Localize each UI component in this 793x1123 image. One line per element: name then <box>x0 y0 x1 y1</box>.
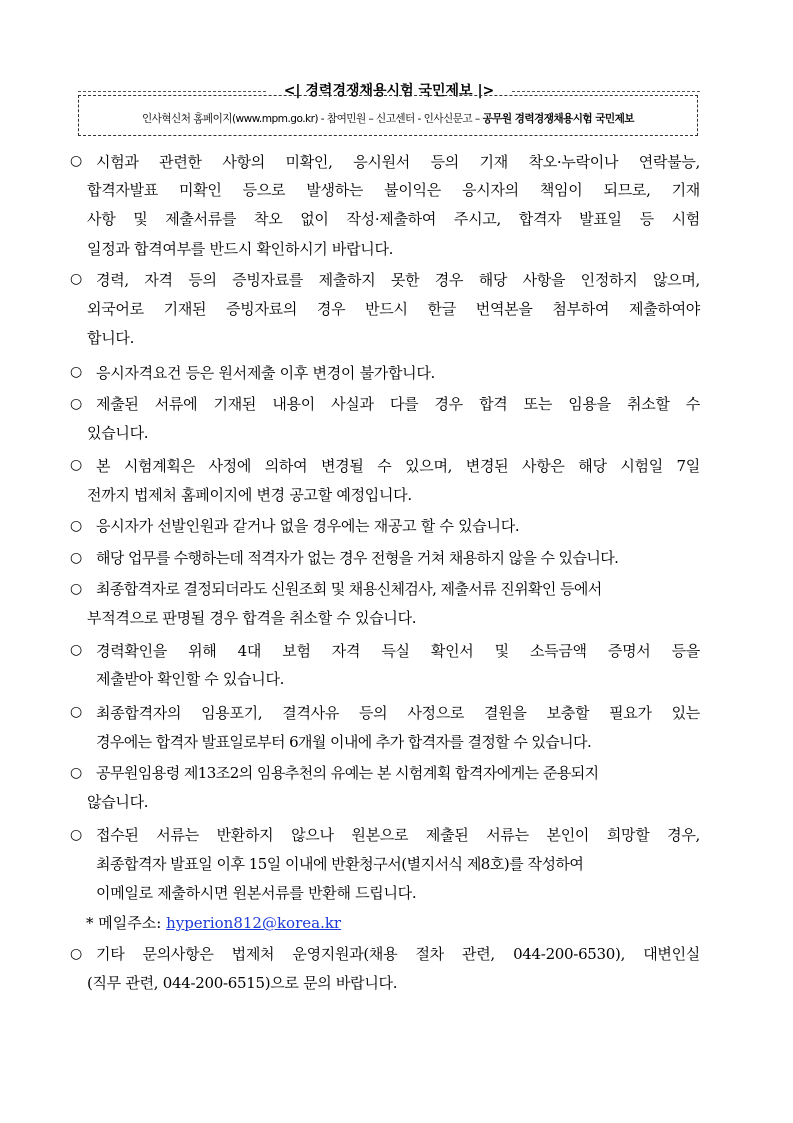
notice-line: 외국어로 기재된 증빙자료의 경우 반드시 한글 번역본을 첨부하여 제출하여야 <box>87 300 701 318</box>
notice-line: 기타 문의사항은 법제처 운영지원과(채용 절차 관련, 044-200-6530), 대변인실 <box>96 945 700 963</box>
report-path-destination: 공무원 경력경쟁채용시험 국민제보 <box>482 113 634 125</box>
notice-line: 합격자발표 미확인 등으로 발생하는 불이익은 응시자의 책임이 되므로, 기재 <box>87 181 700 199</box>
notice-line: 공무원임용령 제13조2의 임용추천의 유예는 본 시험계획 합격자에게는 준용되지 <box>96 764 599 782</box>
notice-line: 해당 업무를 수행하는데 적격자가 없는 경우 전형을 거쳐 채용하지 않을 수 있습니다. <box>96 549 619 567</box>
email-label: * 메일주소: <box>86 914 167 932</box>
notice-line: 사항 및 제출서류를 착오 없이 작성·제출하여 주시고, 합격자 발표일 등 시험 <box>87 210 700 228</box>
notice-line: 응시자격요건 등은 원서제출 이후 변경이 불가합니다. <box>96 364 435 382</box>
notice-line: 합니다. <box>87 329 135 347</box>
report-path-prefix: 인사혁신처 홈페이지(www.mpm.go.kr) - 참여민원 – 신고센터 - 인사신문고 – <box>142 113 483 125</box>
notice-line: 시험과 관련한 사항의 미확인, 응시원서 등의 기재 착오·누락이나 연락불능, <box>96 153 700 171</box>
bullet-circle-icon: ○ <box>70 550 83 566</box>
bullet-circle-icon: ○ <box>70 765 83 781</box>
bullet-circle-icon: ○ <box>70 581 83 597</box>
bullet-circle-icon: ○ <box>70 271 83 287</box>
bullet-circle-icon: ○ <box>70 642 83 658</box>
bullet-circle-icon: ○ <box>70 364 83 380</box>
bullet-circle-icon: ○ <box>70 827 83 843</box>
bullet-circle-icon: ○ <box>70 396 83 412</box>
bullet-circle-icon: ○ <box>70 518 83 534</box>
notice-line: 본 시험계획은 사정에 의하여 변경될 수 있으며, 변경된 사항은 해당 시험일 7일 <box>96 457 700 475</box>
bullet-circle-icon: ○ <box>70 153 83 169</box>
bullet-circle-icon: ○ <box>70 704 83 720</box>
notice-line: 제출받아 확인할 수 있습니다. <box>96 670 285 688</box>
notice-line: 제출된 서류에 기재된 내용이 사실과 다를 경우 합격 또는 임용을 취소할 수 <box>96 395 700 413</box>
bullet-circle-icon: ○ <box>70 457 83 473</box>
notice-line: (직무 관련, 044-200-6515)으로 문의 바랍니다. <box>87 974 398 992</box>
notice-line: 이메일로 제출하시면 원본서류를 반환해 드립니다. <box>96 884 417 902</box>
notice-line: 않습니다. <box>87 793 149 811</box>
notice-line: 경력확인을 위해 4대 보험 자격 득실 확인서 및 소득금액 증명서 등을 <box>96 642 700 660</box>
notice-line: 응시자가 선발인원과 같거나 없을 경우에는 재공고 할 수 있습니다. <box>96 517 520 535</box>
notice-line: 일정과 합격여부를 반드시 확인하시기 바랍니다. <box>87 240 394 258</box>
notice-line: 최종합격자의 임용포기, 결격사유 등의 사정으로 결원을 보충할 필요가 있는 <box>96 704 700 722</box>
notice-line: 최종합격자로 결정되더라도 신원조회 및 채용신체검사, 제출서류 진위확인 등에서 <box>96 580 602 598</box>
notice-line: 전까지 법제처 홈페이지에 변경 공고할 예정입니다. <box>87 486 412 504</box>
notice-line: 경력, 자격 등의 증빙자료를 제출하지 못한 경우 해당 사항을 인정하지 않으며, <box>96 271 700 289</box>
notice-line: 접수된 서류는 반환하지 않으나 원본으로 제출된 서류는 본인이 희망할 경우, <box>96 826 700 844</box>
email-link[interactable]: hyperion812@korea.kr <box>166 914 342 932</box>
notice-line: 최종합격자 발표일 이후 15일 이내에 반환청구서(별지서식 제8호)를 작성하여 <box>96 855 584 873</box>
notice-line: 경우에는 합격자 발표일로부터 6개월 이내에 추가 합격자를 결정할 수 있습니다. <box>96 733 592 751</box>
bullet-circle-icon: ○ <box>70 946 83 962</box>
header-title: <| 경력경쟁채용시험 국민제보 |> <box>283 83 495 99</box>
notice-line: 있습니다. <box>87 424 149 442</box>
email-contact <box>86 912 341 934</box>
notice-line: 부적격으로 판명될 경우 합격을 취소할 수 있습니다. <box>87 609 417 627</box>
